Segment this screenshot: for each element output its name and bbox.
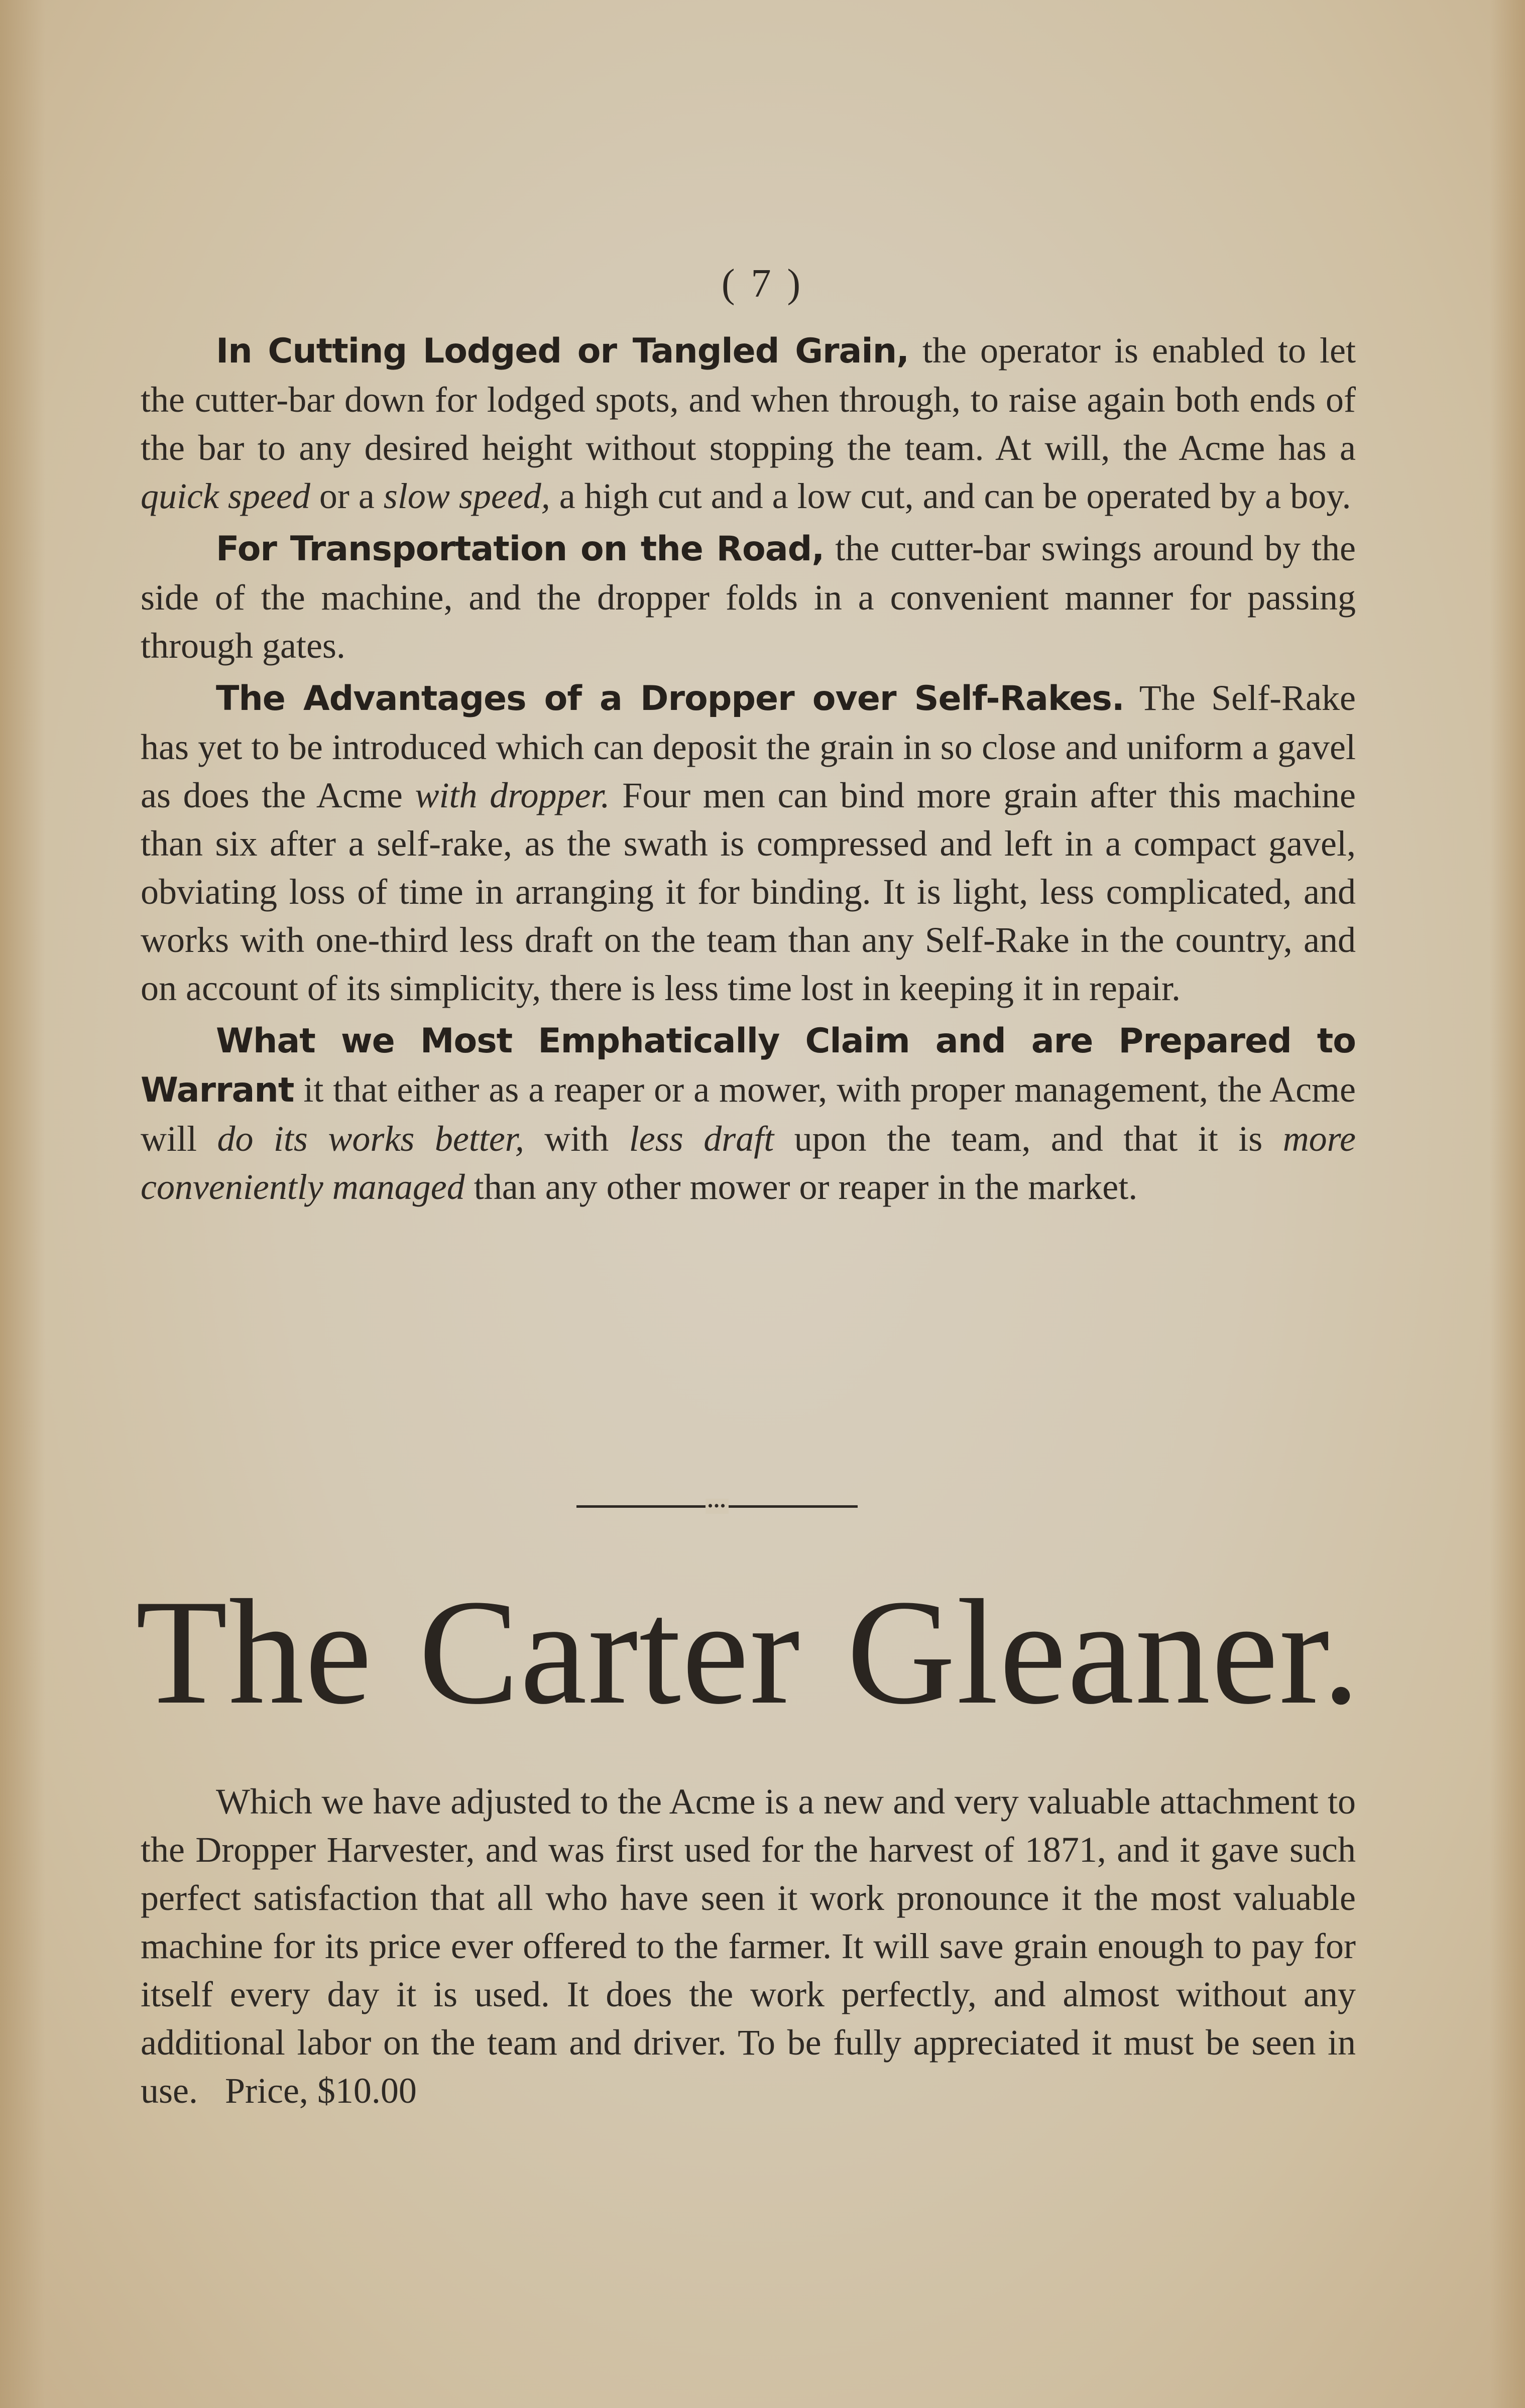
run-in-heading-transportation: For Transportation on the Road, xyxy=(216,529,825,569)
paragraph-text: The Self-Rake has yet to be introduced which can deposit the grain in so close and uniform a gavel as does the Acme xyxy=(141,678,1356,815)
paragraph-gleaner xyxy=(141,1777,1356,2115)
emphasis-slow-speed: slow speed, xyxy=(383,476,550,516)
run-in-heading-lodged-grain: In Cutting Lodged or Tangled Grain, xyxy=(216,331,909,371)
emphasis-quick-speed: quick speed xyxy=(141,476,310,516)
paragraph-claim xyxy=(141,1016,1356,1211)
paragraph-text: the operator is enabled to let the cutter-bar down for lodged spots, and when through, to raise again both ends of the bar to any desired height without stopping the team. At will, the Acme has a xyxy=(141,330,1356,468)
paragraph-text: with xyxy=(524,1119,629,1159)
paragraph-text: upon the team, and that it is xyxy=(774,1119,1283,1159)
price-text: Price, $10.00 xyxy=(224,2071,417,2111)
paragraph-lodged-grain xyxy=(141,326,1356,520)
page-number: ( 7 ) xyxy=(721,262,804,306)
paragraph-advantages xyxy=(141,674,1356,1012)
divider-ornament xyxy=(576,1499,858,1514)
paragraph-text: a high cut and a low cut, and can be operated by a boy. xyxy=(550,476,1351,516)
section-title-carter-gleaner: The Carter Gleaner. xyxy=(136,1569,1361,1735)
body-text-gleaner xyxy=(141,1777,1356,2115)
body-text-upper xyxy=(141,326,1356,1211)
paragraph-text: Which we have adjusted to the Acme is a new and very valuable attachment to the Dropper Harvester, and was first used for the harvest of 1871, and it gave such perfect satisfaction that all who have seen it work pronounce it the most valuable machine for its price ever offered to the farmer. It will save grain enough to pay for itself every day it is used. It does the work perfectly, and almost without any additional labor on the team and driver. To be fully appreciated it must be seen in use. xyxy=(141,1781,1356,2111)
paragraph-text: or a xyxy=(310,476,384,516)
run-in-heading-advantages: The Advantages of a Dropper over Self-Rakes. xyxy=(216,679,1124,718)
divider-ornament-glyphs: ••• xyxy=(706,1499,729,1514)
paragraph-transportation xyxy=(141,524,1356,670)
paragraph-text: it that either as a reaper or a mower, with proper management, the Acme will xyxy=(141,1069,1356,1159)
run-in-heading-claim: What we Most Emphatically Claim and are Prepared to Warrant xyxy=(141,1021,1356,1110)
page-edge-right xyxy=(1490,0,1525,2408)
emphasis-conveniently-managed: more conveniently managed xyxy=(141,1119,1356,1207)
ornamental-divider xyxy=(576,1499,858,1514)
paragraph-text: the cutter-bar swings around by the side of the machine, and the dropper folds in a convenient manner for passing through gates. xyxy=(141,528,1356,666)
page-edge-left xyxy=(0,0,45,2408)
emphasis-less-draft: less draft xyxy=(629,1119,774,1159)
paragraph-text: than any other mower or reaper in the market. xyxy=(464,1167,1138,1207)
emphasis-works-better: do its works better, xyxy=(217,1119,524,1159)
emphasis-with-dropper: with dropper. xyxy=(415,775,610,815)
paragraph-text: Four men can bind more grain after this machine than six after a self-rake, as the swath is compressed and left in a compact gavel, obviating loss of time in arranging it for binding. It is light, less complicated, and works with one-third less draft on the team than any Self-Rake in the country, and on account of its simplicity, there is less time lost in keeping it in repair. xyxy=(141,775,1356,1008)
